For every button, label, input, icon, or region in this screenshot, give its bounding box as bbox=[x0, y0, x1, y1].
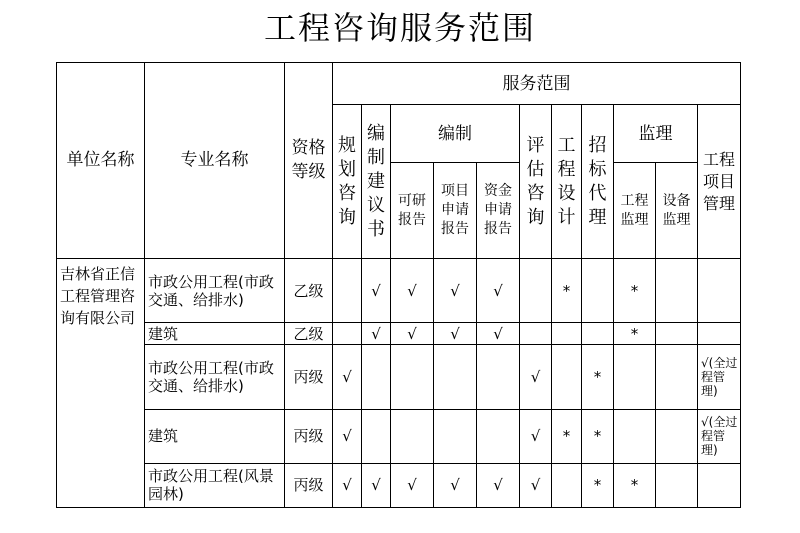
service-cell: * bbox=[614, 323, 656, 345]
header-service-scope: 服务范围 bbox=[333, 63, 741, 105]
header-planning-consulting: 规划咨询 bbox=[333, 105, 362, 259]
service-cell: * bbox=[582, 409, 614, 463]
header-engineering-supervision: 工程监理 bbox=[614, 163, 656, 258]
service-cell bbox=[656, 463, 698, 507]
service-cell bbox=[698, 323, 741, 345]
service-cell: √(全过程管理) bbox=[698, 345, 741, 409]
table-row bbox=[57, 258, 741, 322]
table-row bbox=[57, 345, 741, 409]
service-cell: √ bbox=[477, 258, 520, 322]
service-cell: √ bbox=[434, 258, 477, 322]
service-cell: √ bbox=[520, 345, 552, 409]
service-cell bbox=[391, 345, 434, 409]
service-cell bbox=[552, 345, 582, 409]
service-cell: * bbox=[582, 345, 614, 409]
service-cell bbox=[477, 409, 520, 463]
header-unit-name: 单位名称 bbox=[57, 63, 145, 259]
header-major-name: 专业名称 bbox=[145, 63, 285, 259]
service-cell: √ bbox=[434, 463, 477, 507]
header-qualification-level: 资格等级 bbox=[285, 63, 333, 259]
header-compile: 编制 bbox=[391, 105, 520, 163]
service-cell bbox=[362, 409, 391, 463]
header-proposal-compile: 编制建议书 bbox=[362, 105, 391, 259]
service-cell bbox=[552, 463, 582, 507]
service-cell bbox=[552, 323, 582, 345]
major-name-cell: 市政公用工程(市政交通、给排水) bbox=[145, 345, 285, 409]
service-cell: √ bbox=[391, 463, 434, 507]
service-cell: √ bbox=[391, 323, 434, 345]
header-fund-application-report: 资金申请报告 bbox=[477, 163, 520, 258]
service-cell bbox=[614, 345, 656, 409]
service-cell bbox=[656, 409, 698, 463]
service-cell bbox=[362, 345, 391, 409]
service-cell bbox=[477, 345, 520, 409]
service-cell: √(全过程管理) bbox=[698, 409, 741, 463]
service-cell: √ bbox=[434, 323, 477, 345]
table-row bbox=[57, 409, 741, 463]
service-cell bbox=[520, 258, 552, 322]
service-cell bbox=[582, 323, 614, 345]
qualification-level-cell: 丙级 bbox=[285, 463, 333, 507]
service-cell bbox=[656, 323, 698, 345]
page-title: 工程咨询服务范围 bbox=[263, 9, 536, 47]
service-cell bbox=[391, 409, 434, 463]
service-cell bbox=[582, 258, 614, 322]
header-project-application-report: 项目申请报告 bbox=[434, 163, 477, 258]
service-cell: √ bbox=[391, 258, 434, 322]
service-cell: √ bbox=[362, 463, 391, 507]
service-cell bbox=[333, 323, 362, 345]
table-row bbox=[57, 323, 741, 345]
service-cell: √ bbox=[333, 345, 362, 409]
unit-name-cell: 吉林省正信工程管理咨询有限公司 bbox=[57, 258, 145, 507]
header-supervision: 监理 bbox=[614, 105, 698, 163]
major-name-cell: 市政公用工程(市政交通、给排水) bbox=[145, 258, 285, 322]
service-cell: √ bbox=[362, 323, 391, 345]
header-bidding-agency: 招标代理 bbox=[582, 105, 614, 259]
major-name-cell: 市政公用工程(风景园林) bbox=[145, 463, 285, 507]
service-cell bbox=[520, 323, 552, 345]
service-cell: * bbox=[552, 258, 582, 322]
major-name-cell: 建筑 bbox=[145, 409, 285, 463]
header-engineering-design: 工程设计 bbox=[552, 105, 582, 259]
service-cell: * bbox=[614, 258, 656, 322]
header-feasibility-report: 可研报告 bbox=[391, 163, 434, 258]
service-cell: * bbox=[582, 463, 614, 507]
service-cell bbox=[656, 345, 698, 409]
service-cell bbox=[698, 463, 741, 507]
qualification-level-cell: 丙级 bbox=[285, 345, 333, 409]
service-cell: √ bbox=[477, 323, 520, 345]
service-cell bbox=[614, 409, 656, 463]
service-cell bbox=[333, 258, 362, 322]
service-cell: √ bbox=[362, 258, 391, 322]
major-name-cell: 建筑 bbox=[145, 323, 285, 345]
service-cell: √ bbox=[333, 463, 362, 507]
service-cell: √ bbox=[520, 463, 552, 507]
service-cell: √ bbox=[333, 409, 362, 463]
header-project-management: 工程项目管理 bbox=[698, 105, 741, 259]
header-equipment-supervision: 设备监理 bbox=[656, 163, 698, 258]
service-cell: √ bbox=[477, 463, 520, 507]
service-cell: * bbox=[552, 409, 582, 463]
service-cell bbox=[698, 258, 741, 322]
service-cell: √ bbox=[520, 409, 552, 463]
table-row bbox=[57, 463, 741, 507]
service-cell bbox=[656, 258, 698, 322]
service-cell: * bbox=[614, 463, 656, 507]
qualification-level-cell: 乙级 bbox=[285, 323, 333, 345]
service-scope-table bbox=[56, 62, 741, 508]
service-cell bbox=[434, 409, 477, 463]
qualification-level-cell: 乙级 bbox=[285, 258, 333, 322]
header-evaluation-consulting: 评估咨询 bbox=[520, 105, 552, 259]
service-cell bbox=[434, 345, 477, 409]
qualification-level-cell: 丙级 bbox=[285, 409, 333, 463]
